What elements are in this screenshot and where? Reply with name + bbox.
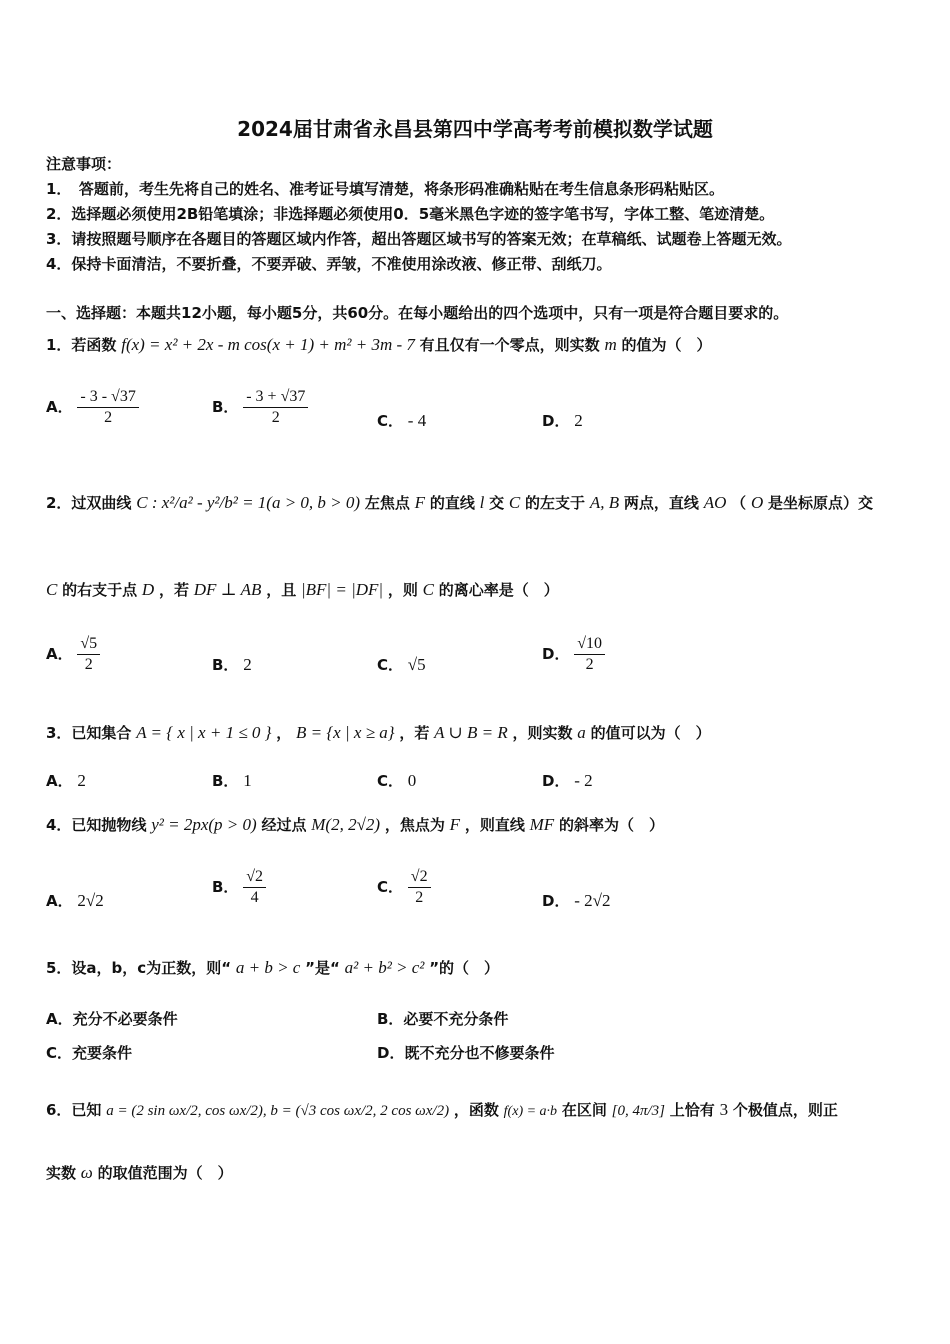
note-1: 1． 答题前，考生先将自己的姓名、准考证号填写清楚，将条形码准确粘贴在考生信息条形码粘贴区。 bbox=[46, 180, 724, 198]
q2-a-fraction bbox=[77, 634, 100, 675]
q2-t2: 的直线 bbox=[429, 494, 475, 512]
q6-t3: 上恰有 bbox=[669, 1101, 715, 1119]
q3-option-c[interactable] bbox=[377, 770, 416, 791]
q2-l2-t3: ，且 bbox=[266, 581, 297, 599]
option-label: A． bbox=[46, 772, 73, 790]
question-5 bbox=[46, 957, 499, 978]
q4-t1: 经过点 bbox=[261, 816, 307, 834]
q6-l2-t2: 的取值范围为（ ） bbox=[97, 1164, 233, 1182]
option-label: C． bbox=[377, 412, 404, 430]
q5-cond1: a + b > c bbox=[235, 958, 301, 977]
q1-option-b[interactable] bbox=[212, 387, 308, 428]
q2-l2-t2: ，若 bbox=[158, 581, 189, 599]
q2-AO: AO bbox=[703, 493, 727, 512]
option-label: D． bbox=[542, 892, 570, 910]
q1-option-c[interactable] bbox=[377, 410, 426, 431]
q3-option-d[interactable] bbox=[542, 770, 593, 791]
q3-t2: ，则实数 bbox=[512, 724, 573, 742]
option-value: 2 bbox=[77, 771, 86, 790]
note-3: 3．请按照题号顺序在各题目的答题区域内作答，超出答题区域书写的答案无效；在草稿纸、试题卷上答题无效。 bbox=[46, 230, 792, 248]
q2-l2-cond: DF ⊥ AB bbox=[193, 580, 262, 599]
q4-t2: ，焦点为 bbox=[384, 816, 445, 834]
q2-AB: A, B bbox=[589, 493, 620, 512]
q1-a-fraction bbox=[77, 387, 138, 428]
section-heading: 一、选择题：本题共12小题，每小题5分，共60分。在每小题给出的四个选项中，只有一项是符合题目要求的。 bbox=[46, 304, 789, 322]
q2-t5: 两点，直线 bbox=[623, 494, 699, 512]
option-value: - 2 bbox=[574, 771, 593, 790]
option-label: D． bbox=[542, 645, 570, 663]
option-value: 0 bbox=[407, 771, 417, 790]
q4-formula: y² = 2px(p > 0) bbox=[151, 815, 257, 834]
q6-omega: ω bbox=[80, 1163, 93, 1182]
question-1 bbox=[46, 334, 712, 355]
note-2: 2．选择题必须使用2B铅笔填涂；非选择题必须使用0．5毫米黑色字迹的签字笔书写，字体工整、笔迹清楚。 bbox=[46, 205, 775, 223]
q4-option-d[interactable] bbox=[542, 890, 610, 911]
q5-option-d[interactable]: D．既不充分也不修要条件 bbox=[377, 1044, 555, 1062]
q4-c-fraction bbox=[408, 867, 431, 908]
option-label: B． bbox=[212, 656, 239, 674]
option-value: 2 bbox=[243, 655, 252, 674]
question-2-line-2 bbox=[46, 579, 559, 600]
numerator: √5 bbox=[77, 634, 100, 655]
q1-suffix: 有且仅有一个零点，则实数 bbox=[419, 336, 600, 354]
question-6 bbox=[46, 1099, 838, 1120]
option-value: 2√2 bbox=[77, 891, 104, 910]
q3-cond: A ∪ B = R bbox=[434, 723, 508, 742]
q3-setB: B = {x | x ≥ a} bbox=[296, 723, 395, 742]
question-3 bbox=[46, 722, 711, 743]
option-value: - 2√2 bbox=[574, 891, 611, 910]
q3-option-a[interactable] bbox=[46, 770, 86, 791]
q2-l: l bbox=[479, 493, 485, 512]
option-label: B． bbox=[212, 772, 239, 790]
q2-l2-t4: ，则 bbox=[387, 581, 418, 599]
q2-t1: 左焦点 bbox=[364, 494, 410, 512]
option-label: D． bbox=[542, 772, 570, 790]
q2-formula: C : x²/a² - y²/b² = 1(a > 0, b > 0) bbox=[136, 493, 361, 512]
q6-vectors: a = (2 sin ωx/2, cos ωx/2), b = (√3 cos ωx/2, 2 cos ωx/2) bbox=[106, 1103, 450, 1119]
q4-M: M(2, 2√2) bbox=[311, 815, 381, 834]
option-label: A． bbox=[46, 892, 73, 910]
q6-t2: 在区间 bbox=[561, 1101, 607, 1119]
option-value: - 4 bbox=[407, 411, 427, 430]
notes-heading: 注意事项： bbox=[46, 155, 122, 173]
denominator: 2 bbox=[104, 409, 113, 426]
q5-suffix: ”的（ ） bbox=[429, 959, 500, 977]
numerator: - 3 - √37 bbox=[77, 387, 138, 408]
q2-l2-D: D bbox=[141, 580, 155, 599]
q2-d-fraction bbox=[574, 634, 605, 675]
q2-option-b[interactable] bbox=[212, 654, 252, 675]
q6-t4: 个极值点，则正 bbox=[732, 1101, 838, 1119]
option-value: 1 bbox=[243, 771, 252, 790]
q1-suffix2: 的值为（ ） bbox=[621, 336, 712, 354]
q3-t3: 的值可以为（ ） bbox=[590, 724, 711, 742]
question-6-line-2 bbox=[46, 1162, 233, 1183]
q2-F: F bbox=[414, 493, 426, 512]
numerator: √10 bbox=[574, 634, 605, 655]
q4-b-fraction bbox=[243, 867, 266, 908]
q2-option-a[interactable] bbox=[46, 634, 100, 675]
q2-O: O bbox=[750, 493, 764, 512]
q1-var: m bbox=[604, 335, 617, 354]
option-label: C． bbox=[377, 878, 404, 896]
q4-MF: MF bbox=[529, 815, 555, 834]
q4-prefix: 4．已知抛物线 bbox=[46, 816, 147, 834]
q3-setA: A = { x | x + 1 ≤ 0 } bbox=[136, 723, 272, 742]
q3-a: a bbox=[577, 723, 586, 742]
q3-comma: ， bbox=[276, 724, 292, 742]
q2-C: C bbox=[508, 493, 521, 512]
note-4: 4．保持卡面清洁，不要折叠，不要弄破、弄皱，不准使用涂改液、修正带、刮纸刀。 bbox=[46, 255, 612, 273]
q4-option-a[interactable] bbox=[46, 890, 104, 911]
q2-t7: 是坐标原点）交 bbox=[768, 494, 874, 512]
q5-option-c[interactable]: C．充要条件 bbox=[46, 1044, 133, 1062]
q6-interval: [0, 4π/3] bbox=[611, 1103, 665, 1119]
q3-option-b[interactable] bbox=[212, 770, 252, 791]
q2-t6: （ bbox=[731, 494, 747, 512]
option-label: D． bbox=[542, 412, 570, 430]
q4-F: F bbox=[449, 815, 461, 834]
q2-l2-t5: 的离心率是（ ） bbox=[438, 581, 559, 599]
q6-three: 3 bbox=[719, 1100, 729, 1119]
q6-t1: ，函数 bbox=[453, 1101, 499, 1119]
q4-option-c[interactable] bbox=[377, 867, 431, 908]
page-title: 2024届甘肃省永昌县第四中学高考考前模拟数学试题 bbox=[237, 117, 713, 141]
option-label: A． bbox=[46, 398, 73, 416]
question-4 bbox=[46, 814, 664, 835]
q6-prefix: 6．已知 bbox=[46, 1101, 102, 1119]
q1-prefix: 1．若函数 bbox=[46, 336, 117, 354]
denominator: 2 bbox=[271, 409, 280, 426]
q6-func: f(x) = a·b bbox=[503, 1104, 558, 1119]
q2-option-d[interactable] bbox=[542, 634, 605, 675]
q5-option-a[interactable]: A．充分不必要条件 bbox=[46, 1010, 178, 1028]
numerator: √2 bbox=[243, 867, 266, 888]
option-value: √5 bbox=[407, 655, 426, 674]
option-label: A． bbox=[46, 645, 73, 663]
q2-option-c[interactable] bbox=[377, 654, 426, 675]
option-label: C． bbox=[377, 772, 404, 790]
option-label: B． bbox=[212, 878, 239, 896]
q5-cond2: a² + b² > c² bbox=[344, 958, 425, 977]
q4-t3: ，则直线 bbox=[464, 816, 525, 834]
q5-mid: ”是“ bbox=[305, 959, 340, 977]
q2-l2-C: C bbox=[46, 580, 58, 599]
option-value: 2 bbox=[574, 411, 583, 430]
q2-l2-eq: |BF| = |DF| bbox=[300, 580, 384, 599]
q1-option-a[interactable] bbox=[46, 387, 139, 428]
q5-prefix: 5．设a，b，c为正数，则“ bbox=[46, 959, 232, 977]
q2-l2-C2: C bbox=[422, 580, 435, 599]
q4-option-b[interactable] bbox=[212, 867, 266, 908]
denominator: 4 bbox=[250, 889, 259, 906]
numerator: √2 bbox=[408, 867, 431, 888]
q2-t3: 交 bbox=[489, 494, 505, 512]
q5-option-b[interactable]: B．必要不充分条件 bbox=[377, 1010, 509, 1028]
q1-option-d[interactable] bbox=[542, 410, 583, 431]
numerator: - 3 + √37 bbox=[243, 387, 308, 408]
q6-l2-t1: 实数 bbox=[46, 1164, 77, 1182]
question-2 bbox=[46, 492, 873, 513]
q4-t4: 的斜率为（ ） bbox=[558, 816, 664, 834]
denominator: 2 bbox=[585, 656, 594, 673]
q3-t1: ，若 bbox=[399, 724, 430, 742]
q3-prefix: 3．已知集合 bbox=[46, 724, 132, 742]
q2-l2-t1: 的右支于点 bbox=[62, 581, 138, 599]
q1-formula: f(x) = x² + 2x - m cos(x + 1) + m² + 3m - 7 bbox=[121, 335, 415, 354]
q2-t4: 的左支于 bbox=[525, 494, 586, 512]
denominator: 2 bbox=[415, 889, 424, 906]
denominator: 2 bbox=[84, 656, 93, 673]
option-label: C． bbox=[377, 656, 404, 674]
option-label: B． bbox=[212, 398, 239, 416]
q2-prefix: 2．过双曲线 bbox=[46, 494, 132, 512]
q1-b-fraction bbox=[243, 387, 308, 428]
